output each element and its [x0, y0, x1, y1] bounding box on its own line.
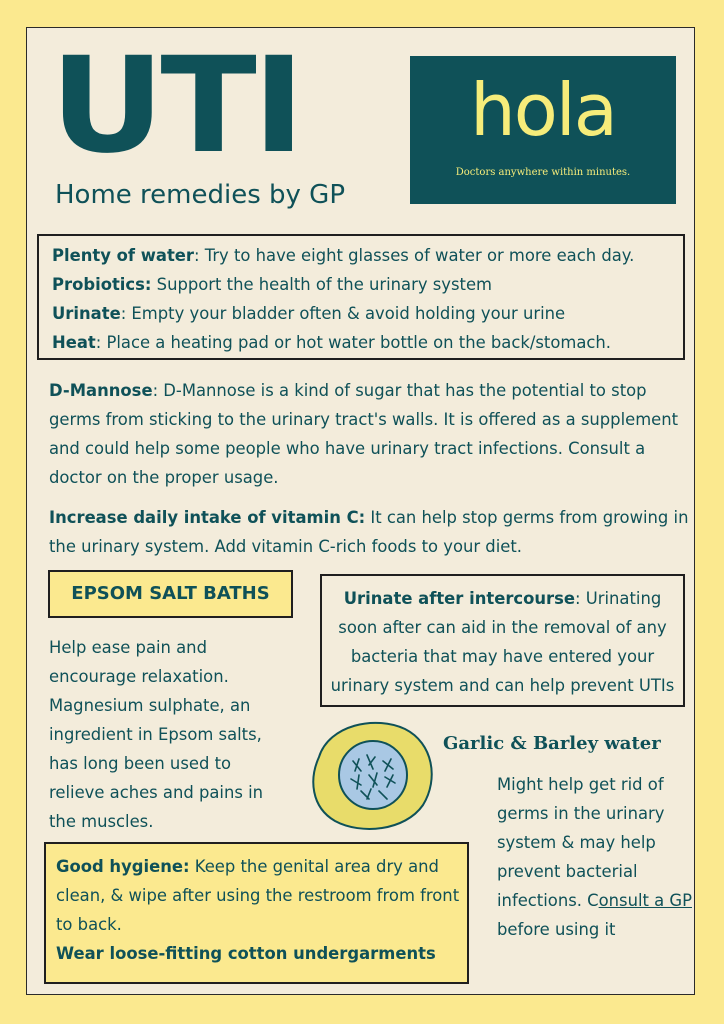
remedy-text: : Place a heating pad or hot water bottle on the back/stomach.: [95, 333, 611, 352]
remedy-text: : Empty your bladder often & avoid holding your urine: [120, 304, 566, 323]
page-title: UTI: [50, 29, 301, 183]
hola-logo: [410, 56, 676, 204]
garlic-heading: Garlic & Barley water: [443, 733, 661, 754]
basic-remedies-box: [37, 234, 685, 360]
consult-gp-link[interactable]: onsult a GP: [598, 891, 692, 910]
intercourse-label: Urinate after intercourse: [343, 589, 576, 608]
hygiene-label: Good hygiene:: [56, 857, 190, 876]
hygiene-paragraph: [56, 852, 467, 939]
intercourse-box: [320, 574, 685, 707]
logo-wordmark: hola: [470, 68, 616, 152]
intercourse-text: : Urinating soon after can aid in the removal of any bacteria that may have entered your urinary system and can help prevent UTIs: [330, 589, 675, 695]
remedy-label: Heat: [52, 333, 96, 352]
page-subtitle: Home remedies by GP: [55, 180, 345, 210]
bacteria-cell-icon: [305, 717, 437, 833]
epsom-heading: EPSOM SALT BATHS: [48, 570, 293, 618]
remedy-label: Probiotics:: [52, 275, 152, 294]
vitamin-c-paragraph: [49, 503, 689, 561]
hygiene-extra: [56, 939, 467, 968]
hygiene-box: [44, 842, 469, 984]
intercourse-paragraph: [322, 584, 683, 700]
vitamin-c-text: It can help stop germs from growing in the urinary system. Add vitamin C-rich foods to your diet.: [49, 508, 689, 556]
logo-tagline: Doctors anywhere within minutes.: [455, 167, 631, 178]
remedy-heat: [52, 328, 683, 357]
remedy-water: [52, 241, 683, 270]
garlic-text-end: before using it: [497, 920, 616, 939]
remedy-label: Plenty of water: [52, 246, 194, 265]
epsom-body: Help ease pain and encourage relaxation. Magnesium sulphate, an ingredient in Epsom salts, has long been used to relieve aches and pains in the muscles.: [49, 638, 264, 831]
garlic-body: [497, 770, 697, 944]
dmannose-paragraph: [49, 376, 679, 492]
remedy-probiotics: [52, 270, 683, 299]
remedy-label: Urinate: [52, 304, 121, 323]
remedy-text: : Try to have eight glasses of water or more each day.: [193, 246, 635, 265]
vitamin-c-label: Increase daily intake of vitamin C:: [49, 508, 366, 527]
remedy-urinate: [52, 299, 683, 328]
hygiene-text: Keep the genital area dry and clean, & wipe after using the restroom from front to back.: [56, 857, 460, 934]
undergarments-tip: Wear loose-fitting cotton undergarments: [56, 944, 436, 963]
remedy-text: Support the health of the urinary system: [151, 275, 493, 294]
garlic-text: Might help get rid of germs in the urinary system & may help prevent bacterial infections. C: [497, 775, 665, 910]
dmannose-label: D-Mannose: [49, 381, 153, 400]
dmannose-text: : D-Mannose is a kind of sugar that has the potential to stop germs from sticking to the urinary tract's walls. It is offered as a supplement and could help some people who have urinary tract infections. Consult a doctor on the proper usage.: [49, 381, 679, 487]
